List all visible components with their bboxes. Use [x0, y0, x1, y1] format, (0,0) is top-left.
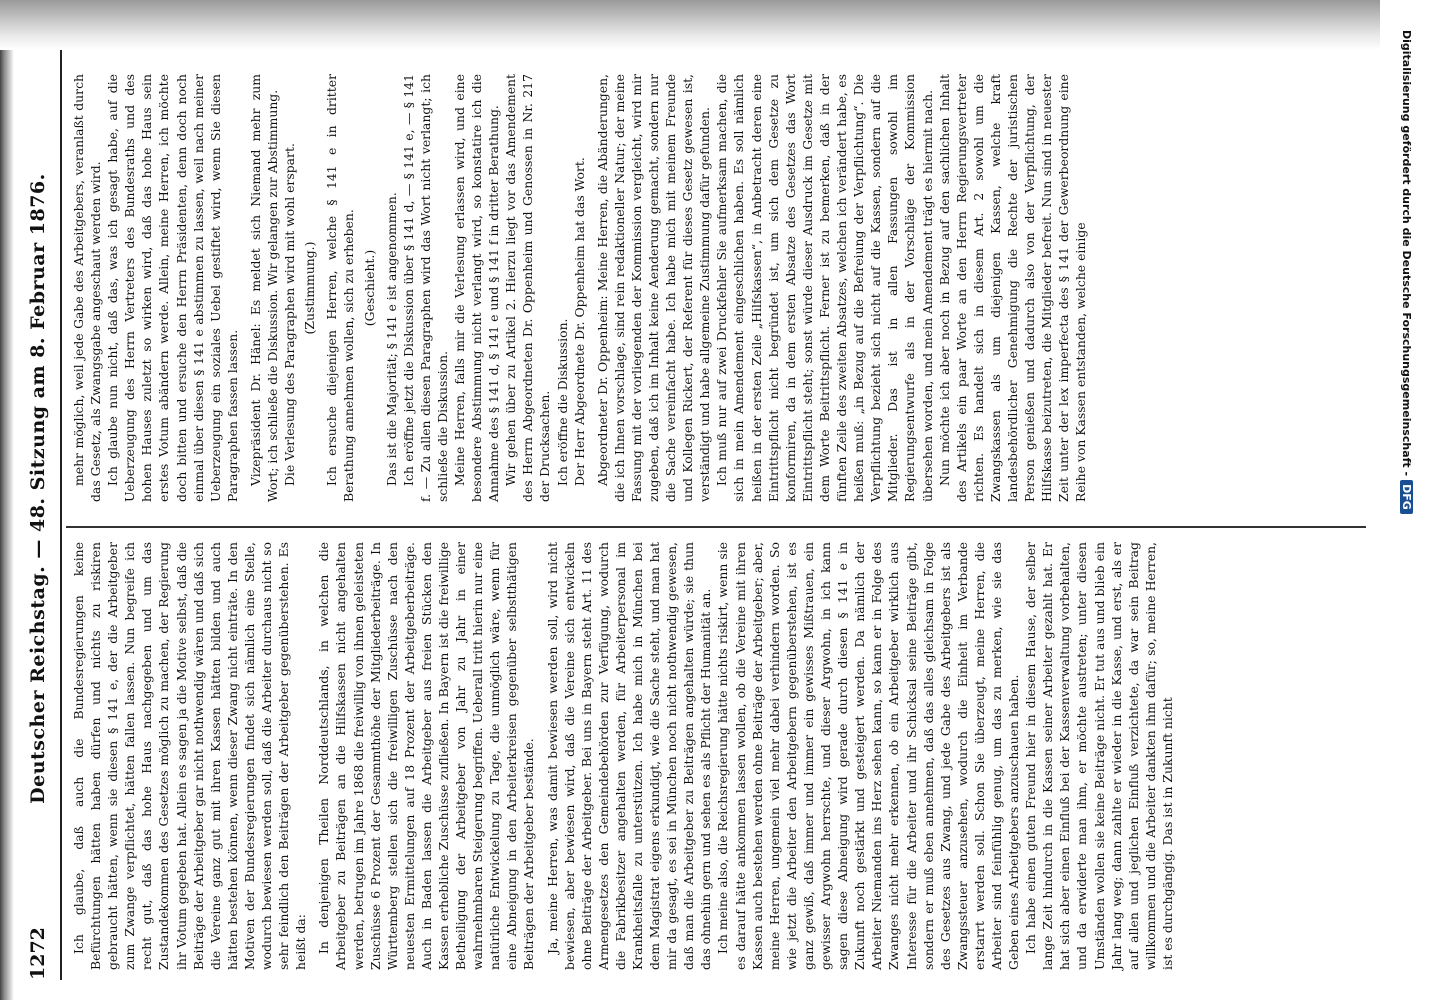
paragraph: Wir gehen über zu Artikel 2. Hierzu liegt vor das Amendement des Herrn Abgeordneten Dr. Oppenheim und Genossen in Nr. 217 der Drucksachen.	[503, 74, 553, 502]
credit-text: Digitalisierung gefördert durch die Deutsche Forschungsgemeinschaft -	[1400, 30, 1413, 477]
right-text-column	[70, 74, 1089, 502]
paragraph: Ich muß nur auf zwei Druckfehler Sie aufmerksam machen, die sich in mein Amendement eingeschlichen haben. Es soll nämlich heißen in der ersten Zeile „Hilfskassen“, in Anbetracht deren eine Eintrittspflicht nicht begründet ist, um sich dem Gesetze zu konformiren, da in dem ersten Absatze des Gesetzes das Wort Eintrittspflicht steht; sonst würde dieser Ausdruck im Gesetze mit dem Worte Beitrittspflicht. Ferner ist zu bemerken, daß in der fünften Zeile des zweiten Absatzes, welchen ich verändert habe, es heißen muß: „in Bezug auf die Befreiung der Verpflichtung“. Die Verpflichtung bezieht sich nicht auf die Kassen, sondern auf die Mitglieder. Das ist in allen Fassungen sowohl im Regierungsentwurfe als in der Vorschläge der Kommission übersehen worden, und mein Amendement trägt es hiermit nach.	[714, 74, 935, 502]
scan-top-edge	[0, 0, 20, 1000]
paragraph: Ich eröffne die Diskussion.	[554, 318, 570, 486]
paragraph: Ich habe einen guten Freund hier in diesem Hause, der selber lange Zeit hindurch in die Kassen seiner Arbeiter gezahlt hat. Er hat sich aber einen Einfluß bei der Kassenverwaltung vorbehalten, und da erwiderte man ihm, er möchte austreten; unter diesen Umständen wollen sie keine Beiträge nicht. Er tut aus und blieb ein Jahr lang weg; dann zahlte er wieder in die Kasse, und erst, als er auf allen und jeglichen Einfluß verzichtete, da war sein Beitrag willkommen und die Arbeiter dankten ihm dafür; so, meine Herren, ist es durchgängig. Das ist in Zukunft nicht	[1023, 542, 1175, 970]
speaker-paragraph: Abgeordneter Dr. Oppenheim: Meine Herren, die Abänderungen, die ich Ihnen vorschlage, sind rein redaktioneller Natur; der meine Fassung mit der vorliegenden der Kommission vergleicht, wird mir zugeben, daß ich im Inhalt keine Aenderung gemacht, sondern nur die Sache vereinfacht habe. Ich habe mich mit meinem Freunde und Kollegen Rickert, der Referent für dieses Gesetz gewesen ist, verständigt und habe allgemeine Zustimmung dafür gefunden.	[594, 74, 713, 502]
paragraph: Ich glaube, daß auch die Bundesregierungen keine Befürchtungen hätten haben dürfen und nichts zu riskiren gebraucht hätten, wenn sie diesen § 141 e, der die Arbeitgeber zum Zwange verpflichtet, hätten fallen lassen. Nun begreife ich recht gut, daß das hohe Haus nachgegeben und um das Zustandekommen des Gesetzes möglich zu machen, der Regierung ihr Votum gegeben hat. Allein es sagen ja die Motive selbst, daß die Beiträge der Arbeitgeber gar nicht nothwendig wären und daß sich die Vereine ganz gut mit ihren Kassen hätten bilden und auch hätten bestehen können, wenn dieser Zwang nicht einträte. In den Motiven der Bundesregierungen findet sich nämlich eine Stelle, wodurch bewiesen werden soll, daß die Arbeiter durchaus nicht so sehr feindlich den Beiträgen der Arbeitgeber gegenüberstehen. Es heißt da:	[71, 542, 309, 970]
page-number: 1272	[27, 927, 49, 980]
quoted-paragraph: In denjenigen Theilen Norddeutschlands, in welchen die Arbeitgeber zu Beiträgen an die Hilfskassen nicht angehalten werden, betrugen im Jahre 1868 die freiwillig von ihnen geleisteten Zuschüsse 6 Prozent der Gesammthöhe der Mitgliederbeiträge. In Württemberg stellen sich die freiwilligen Zuschüsse nach den neuesten Ermittelungen auf 18 Prozent der Arbeitgeberbeiträge. Auch in Baden lassen die Arbeitgeber aus freien Stücken den Kassen erhebliche Zuschüsse zufließen. In Bayern ist die freiwillige Betheiligung der Arbeitgeber von Jahr zu Jahr in einer wahrnehmbaren Steigerung begriffen. Ueberall tritt hierin nur eine natürliche Entwickelung zu Tage, die unmöglich wäre, wenn für eine Abneigung in den Arbeiterkreisen gegenüber selbstthätigen Beiträgen der Arbeitgeber bestände.	[316, 542, 537, 970]
paragraph: Meine Herren, falls mir die Verlesung erlassen wird, und eine besondere Abstimmung nicht verlangt wird, so konstatire ich die Annahme des § 141 d, § 141 e und § 141 f in dritter Berathung.	[451, 74, 502, 502]
remark-zustimmung: (Zustimmung.)	[302, 241, 318, 335]
paragraph: Ja, meine Herren, was damit bewiesen werden soll, wird nicht bewiesen, aber bewiesen wird, daß die Vereine sich entwickeln ohne Beiträge der Arbeitgeber. Bei uns in Bayern steht Art. 11 des Armengesetzes den Gemeindebehörden zur Verfügung, wodurch die Fabrikbesitzer angehalten werden, für Arbeiterpersonal im Krankheitsfalle zu unterstützen. Ich habe mich in München bei dem Magistrat eigens erkundigt, wie die Sache steht, und man hat mir da gesagt, es sei in München noch nicht nothwendig gewesen, daß man die Arbeitgeber zu Beiträgen angehalten würde; sie thun das ohnehin gern und sehen es als Pflicht der Humanität an.	[544, 542, 714, 970]
running-header	[18, 50, 58, 980]
paragraph: Nun möchte ich aber noch in Bezug auf den sachlichen Inhalt des Artikels ein paar Worte an den Herrn Regierungsvertreter richten. Es handelt sich in diesem Art. 2 sowohl um die Zwangskassen als um diejenigen Kassen, welche kraft landesbehördlicher Genehmigung die Rechte der juristischen Person genießen und dadurch also von der Verpflichtung, der Hilfskasse beizutreten, die Mitglieder befreit. Nun sind in neuester Zeit unter der lex imperfecta des § 141 der Gewerbeordnung eine Reihe von Kassen entstanden, welche einige	[936, 74, 1089, 502]
paragraph: mehr möglich, weil jede Gabe des Arbeitgebers, veranlaßt durch das Gesetz, als Zwangsgabe angeschaut werden wird.	[71, 74, 104, 502]
dfg-logo: DFG	[1400, 480, 1413, 514]
paragraph: Der Herr Abgeordnete Dr. Oppenheim hat das Wort.	[571, 157, 587, 486]
remark-geschieht: (Geschieht.)	[361, 249, 377, 327]
paragraph: Ich ersuche diejenigen Herren, welche § 141 e in dritter Berathung annehmen wollen, sich zu erheben.	[324, 74, 357, 502]
paragraph: Die Verlesung des Paragraphen wird mit wohl erspart.	[282, 143, 298, 486]
column-divider	[66, 526, 1366, 528]
left-text-column	[70, 542, 1176, 970]
paragraph: Ich eröffne jetzt die Diskussion über § 141 d, — § 141 e, — § 141 f. — Zu allen diesen Paragraphen wird das Wort nicht verlangt; ich schließe die Diskussion.	[400, 74, 450, 502]
scan-shadow-edge	[0, 0, 1380, 50]
page-title: Deutscher Reichstag. — 48. Sitzung am 8. Februar 1876.	[27, 173, 49, 804]
header-rule	[60, 50, 62, 980]
paragraph: Ich meine also, die Reichsregierung hätte nichts riskirt, wenn sie es darauf hätte ankommen lassen wollen, ob die Vereine mit ihren Kassen auch bestehen werden ohne Beiträge der Arbeitgeber; aber, meine Herren, ungemein viel mehr dabei verhindern worden. So wie jetzt die Arbeiter den Arbeitgebern gegenüberstehen, ist es ganz gewiß, daß immer und immer ein gewisses Mißtrauen, ein gewisser Argwohn herrschte, und dieser Argwohn, in ich kann sagen diese Abneigung wird gerade durch diesen § 141 e in Zukunft noch gestärkt und gesteigert werden. Da nämlich der Arbeiter Niemanden ins Herz sehen kann, so kann er in Folge des Zwanges nicht mehr erkennen, ob ein Arbeitgeber wirklich aus Interesse für die Arbeiter und ihr Schicksal seine Beiträge gibt, sondern er muß eben annehmen, daß das alles gleichsam in Folge des Gesetzes aus Zwang, und jede Gabe des Arbeitgebers ist als Zwangssteuer anzusehen, wodurch die Einheit im Verbande erstarrt werden soll. Schon Sie überzeugt, meine Herren, die Arbeiter sind feinfühlig genug, um das zu merken, wie sie das Geben eines Arbeitgebers anzuschauen haben.	[715, 542, 1022, 970]
digitization-credit	[1395, 30, 1425, 750]
paragraph: Ich glaube nun nicht, daß das, was ich gesagt habe, auf die Ueberzeugung des Herrn Vertreters des Bundesraths und des hohen Hauses zuletzt so wirken wird, daß das hohe Haus sein erstes Votum abändern werde. Allein, meine Herren, ich möchte doch bitten und ersuche den Herrn Präsidenten, denn doch noch einmal über diesen § 141 e abstimmen zu lassen, weil nach meiner Ueberzeugung ein soziales Uebel gestiftet wird, wenn Sie diesen Paragraphen fassen lassen.	[105, 74, 240, 502]
paragraph: Das ist die Majorität; § 141 e ist angenommen.	[383, 192, 399, 486]
speaker-paragraph: Vizepräsident Dr. Hänel: Es meldet sich Niemand mehr zum Wort; ich schließe die Diskussion. Wir gelangen zur Abstimmung.	[247, 74, 281, 502]
